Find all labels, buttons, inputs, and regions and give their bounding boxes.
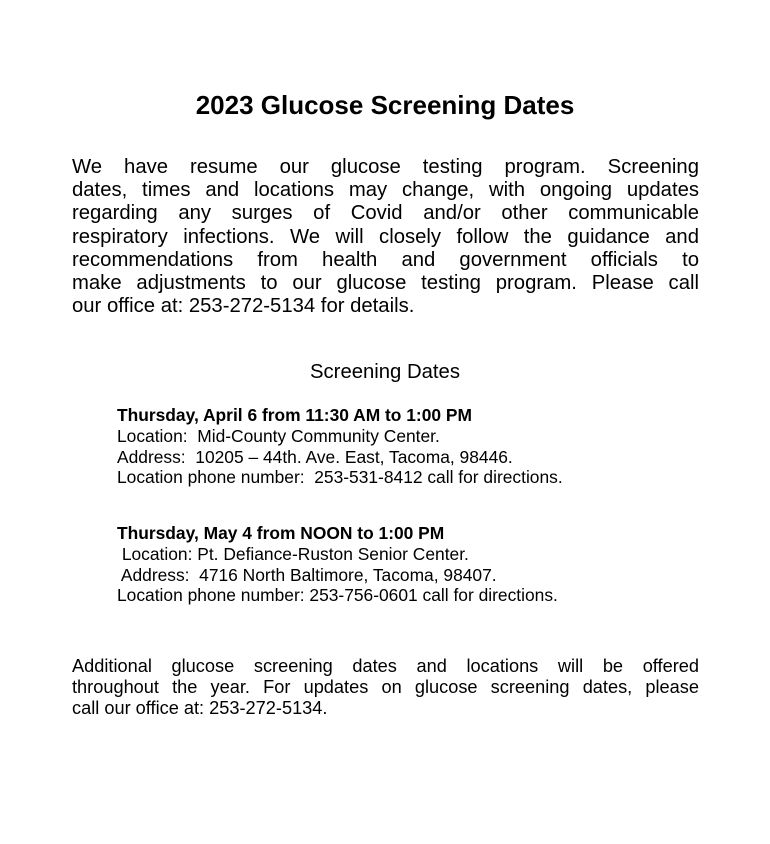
event-address: Address: 10205 – 44th. Ave. East, Tacoma, 98446. — [117, 446, 513, 467]
event-location: Location: Mid-County Community Center. — [117, 425, 440, 446]
event-address: Address: 4716 North Baltimore, Tacoma, 98407. — [117, 564, 497, 585]
closing-line: throughout the year. For updates on glucose screening dates, please — [72, 676, 699, 697]
intro-line: recommendations from health and government officials to — [72, 248, 699, 271]
intro-line: We have resume our glucose testing program. Screening — [72, 156, 699, 178]
intro-line: dates, times and locations may change, with ongoing updates — [72, 179, 699, 202]
closing-line: Additional glucose screening dates and locations will be offered — [72, 656, 699, 676]
event-heading: Thursday, May 4 from NOON to 1:00 PM — [117, 523, 445, 543]
event-phone: Location phone number: 253-531-8412 call for directions. — [117, 467, 563, 488]
intro-line: our office at: 253-272-5134 for details. — [72, 295, 415, 318]
section-heading: Screening Dates — [310, 361, 460, 383]
closing-paragraph — [72, 656, 699, 718]
intro-line: make adjustments to our glucose testing program. Please call — [72, 272, 699, 295]
intro-line: respiratory infections. We will closely follow the guidance and — [72, 225, 699, 248]
event-location: Location: Pt. Defiance-Ruston Senior Center. — [117, 543, 469, 564]
event-phone: Location phone number: 253-756-0601 call for directions. — [117, 585, 558, 606]
screening-event — [117, 523, 717, 606]
intro-line: regarding any surges of Covid and/or other communicable — [72, 202, 699, 225]
closing-line: call our office at: 253-272-5134. — [72, 697, 328, 718]
screening-event — [117, 405, 717, 488]
intro-paragraph — [72, 156, 699, 318]
page-title: 2023 Glucose Screening Dates — [195, 90, 575, 120]
event-heading: Thursday, April 6 from 11:30 AM to 1:00 PM — [117, 405, 472, 425]
